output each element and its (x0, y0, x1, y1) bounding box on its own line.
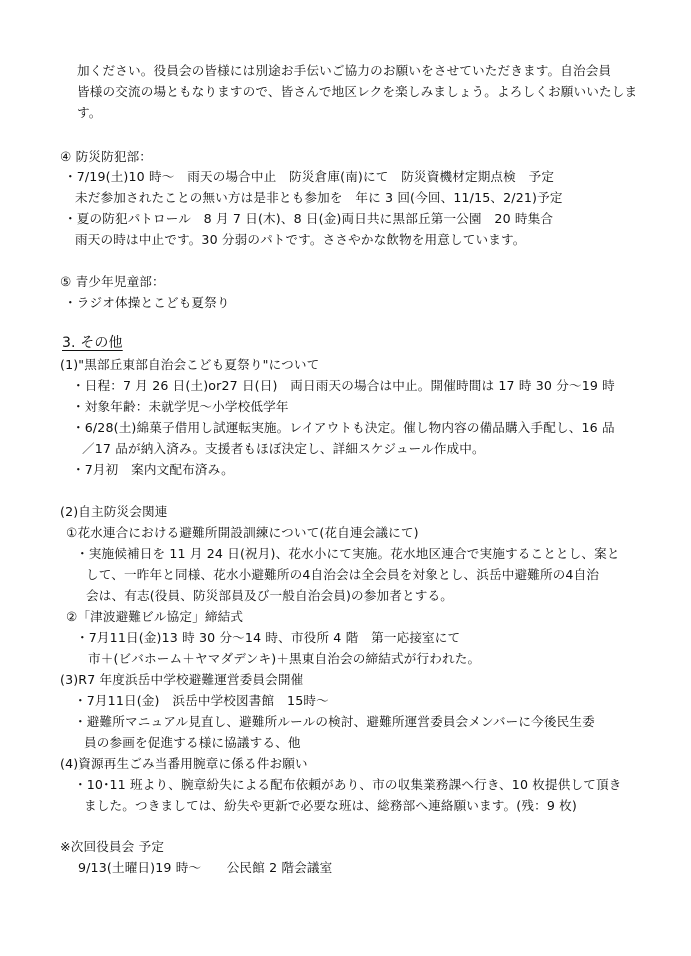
item-1-line-5: ・7月初 案内文配布済み。 (72, 462, 234, 477)
item-1-line-3: ・6/28(土)綿菓子借用し試運転実施。レイアウトも決定。催し物内容の備品購入手配し、16 品 (72, 420, 615, 435)
bosai-line-1: ・7/19(土)10 時～ 雨天の場合中止 防災倉庫(南)にて 防災資機材定期点検 予定 (64, 169, 555, 184)
item-2a-title: ①花水連合における避難所開設訓練について(花自連会議にて) (66, 525, 419, 540)
other-heading: 3. その他 (62, 335, 123, 351)
item-4-line-1: ・10･11 班より、腕章紛失による配布依頼があり、市の収集業務課へ行き、10 枚提供して頂き (74, 777, 622, 792)
item-2-title: (2)自主防災会関連 (60, 504, 168, 519)
next-meeting-heading: ※次回役員会 予定 (60, 839, 165, 854)
item-2b-title: ②「津波避難ビル協定」締結式 (66, 609, 244, 624)
item-1-line-1: ・日程：7 月 26 日(土)or27 日(日) 両日雨天の場合は中止。開催時間は 17 時 30 分～19 時 (72, 378, 615, 393)
youth-heading: ⑤ 青少年児童部： (60, 274, 165, 289)
intro-line-3: す。 (77, 105, 102, 120)
item-2a-line-1: ・実施候補日を 11 月 24 日(祝月)、花水小にて実施。花水地区連合で実施することとし、案と (76, 546, 620, 561)
bosai-line-2: 未だ参加されたことの無い方は是非とも参加を 年に 3 回(今回、11/15、2/21)予定 (75, 190, 563, 205)
intro-line-1: 加ください。役員会の皆様には別途お手伝いご協力のお願いをさせていただきます。自治会員 (77, 63, 612, 78)
item-2a-line-3: 会は、有志(役員、防災部員及び一般自治会員)の参加者とする。 (86, 588, 453, 603)
item-4-line-2: ました。つきましては、紛失や更新で必要な班は、総務部へ連絡願います。(残：9 枚) (84, 798, 577, 813)
youth-line-1: ・ラジオ体操とこども夏祭り (64, 295, 230, 310)
item-2a-line-2: して、一昨年と同様、花水小避難所の4自治会は全会員を対象とし、浜岳中避難所の4自治 (86, 567, 600, 582)
intro-line-2: 皆様の交流の場ともなりますので、皆さんで地区レクを楽しみましょう。よろしくお願いいたしま (77, 84, 638, 99)
item-3-line-3: 員の参画を促進する様に協議する、他 (84, 735, 301, 750)
bosai-line-4: 雨天の時は中止です。30 分弱のパトです。ささやかな飲物を用意しています。 (75, 232, 526, 247)
item-4-title: (4)資源再生ごみ当番用腕章に係る件お願い (60, 756, 308, 771)
bosai-heading: ④ 防災防犯部： (60, 149, 153, 164)
item-2b-line-2: 市＋(ビバホーム＋ヤマダデンキ)＋黒東自治会の締結式が行われた。 (88, 651, 481, 666)
bosai-line-3: ・夏の防犯パトロール 8 月 7 日(木)、8 日(金)両日共に黒部丘第一公園 20 時集合 (64, 211, 554, 226)
next-meeting-line: 9/13(土曜日)19 時～ 公民館 2 階会議室 (78, 860, 333, 875)
item-3-line-1: ・7月11日(金) 浜岳中学校図書館 15時～ (74, 693, 329, 708)
item-1-title: (1)"黒部丘東部自治会こども夏祭り"について (60, 357, 320, 372)
item-1-line-2: ・対象年齢：未就学児～小学校低学年 (72, 399, 289, 414)
item-3-line-2: ・避難所マニュアル見直し、避難所ルールの検討、避難所運営委員会メンバーに今後民生委 (74, 714, 595, 729)
item-2b-line-1: ・7月11日(金)13 時 30 分～14 時、市役所 4 階 第一応接室にて (76, 630, 461, 645)
item-1-line-4: ／17 品が納入済み。支援者もほぼ決定し、詳細スケジュール作成中。 (82, 441, 485, 456)
item-3-title: (3)R7 年度浜岳中学校避難運営委員会開催 (60, 672, 304, 687)
